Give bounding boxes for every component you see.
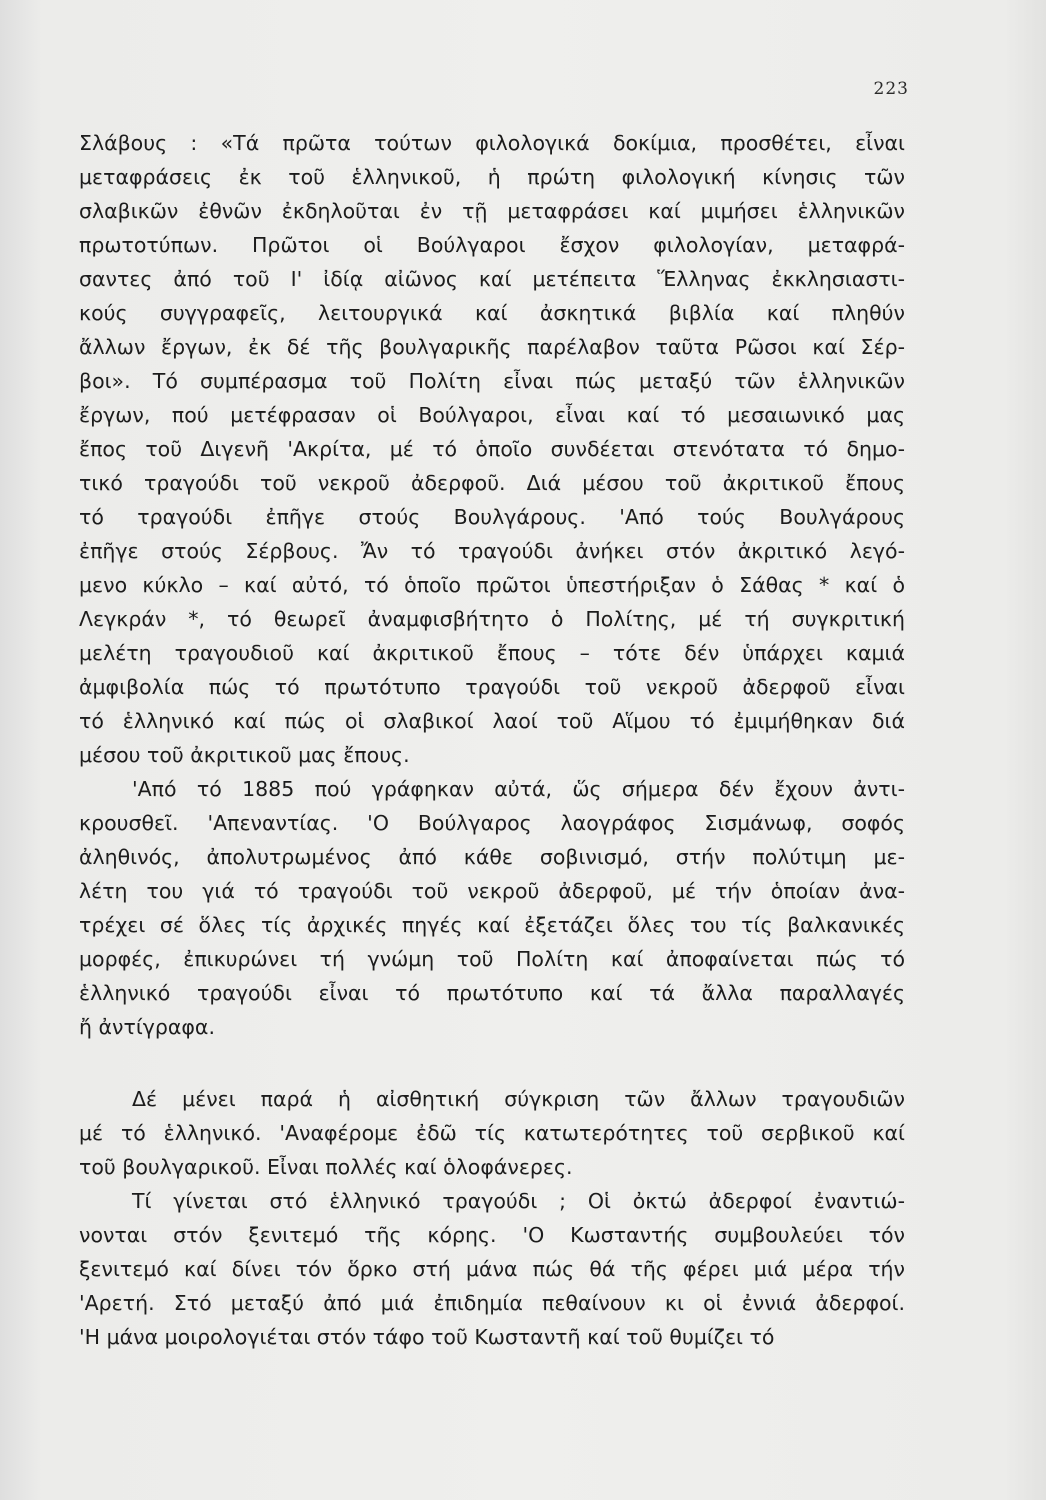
- text-line: τοῦ βουλγαρικοῦ. Εἶναι πολλές καί ὁλοφάνερες.: [79, 1155, 573, 1179]
- text-line: νονται στόν ξενιτεμό τῆς κόρης. 'Ο Κωσταντής συμβουλεύει τόν: [79, 1223, 905, 1247]
- text-line: τρέχει σέ ὅλες τίς ἀρχικές πηγές καί ἐξετάζει ὅλες του τίς βαλκανικές: [79, 913, 905, 937]
- text-line: σαντες ἀπό τοῦ Ι' ἰδίᾳ αἰῶνος καί μετέπειτα Ἕλληνας ἐκκλησιαστι-: [79, 267, 905, 291]
- text-line: ἔπος τοῦ Διγενῆ 'Ακρίτα, μέ τό ὁποῖο συνδέεται στενότατα τό δημο-: [79, 437, 905, 461]
- text-line: λέτη του γιά τό τραγούδι τοῦ νεκροῦ ἀδερφοῦ, μέ τήν ὁποίαν ἀνα-: [79, 879, 905, 903]
- text-line: τό ἑλληνικό καί πώς οἱ σλαβικοί λαοί τοῦ Αἵμου τό ἐμιμήθηκαν διά: [79, 709, 905, 733]
- text-line: 'Από τό 1885 πού γράφηκαν αὐτά, ὥς σήμερα δέν ἔχουν ἀντι-: [132, 777, 905, 801]
- text-line: ἐπῆγε στούς Σέρβους. Ἄν τό τραγούδι ἀνήκει στόν ἀκριτικό λεγό-: [79, 539, 905, 563]
- text-line: τό τραγούδι ἐπῆγε στούς Βουλγάρους. 'Από τούς Βουλγάρους: [79, 505, 905, 529]
- text-line: Τί γίνεται στό ἑλληνικό τραγούδι ; Οἱ ὀκτώ ἀδερφοί ἐναντιώ-: [132, 1189, 905, 1213]
- text-line: ἤ ἀντίγραφα.: [79, 1015, 215, 1039]
- text-line: μέ τό ἑλληνικό. 'Αναφέρομε ἐδῶ τίς κατωτερότητες τοῦ σερβικοῦ καί: [79, 1121, 905, 1145]
- text-line: βοι». Τό συμπέρασμα τοῦ Πολίτη εἶναι πώς μεταξύ τῶν ἑλληνικῶν: [79, 369, 905, 393]
- text-line: μέσου τοῦ ἀκριτικοῦ μας ἔπους.: [79, 743, 410, 767]
- text-line: Σλάβους : «Τά πρῶτα τούτων φιλολογικά δοκίμια, προσθέτει, εἶναι: [79, 131, 905, 155]
- text-line: ἀληθινός, ἀπολυτρωμένος ἀπό κάθε σοβινισμό, στήν πολύτιμη με-: [79, 845, 905, 869]
- text-line: ξενιτεμό καί δίνει τόν ὅρκο στή μάνα πώς θά τῆς φέρει μιά μέρα τήν: [79, 1257, 905, 1281]
- paragraph: [79, 126, 905, 772]
- paragraph: [79, 772, 905, 1044]
- text-line: τικό τραγούδι τοῦ νεκροῦ ἀδερφοῦ. Διά μέσου τοῦ ἀκριτικοῦ ἔπους: [79, 471, 905, 495]
- text-line: κρουσθεῖ. 'Απεναντίας. 'Ο Βούλγαρος λαογράφος Σισμάνωφ, σοφός: [79, 811, 905, 835]
- text-line: μορφές, ἐπικυρώνει τή γνώμη τοῦ Πολίτη καί ἀποφαίνεται πώς τό: [79, 947, 905, 971]
- text-line: Λεγκράν *, τό θεωρεῖ ἀναμφισβήτητο ὁ Πολίτης, μέ τή συγκριτική: [79, 607, 905, 631]
- text-line: 'Αρετή. Στό μεταξύ ἀπό μιά ἐπιδημία πεθαίνουν κι οἱ ἐννιά ἀδερφοί.: [79, 1291, 905, 1315]
- text-line: μεταφράσεις ἐκ τοῦ ἑλληνικοῦ, ἡ πρώτη φιλολογική κίνησις τῶν: [79, 165, 905, 189]
- text-line: πρωτοτύπων. Πρῶτοι οἱ Βούλγαροι ἔσχον φιλολογίαν, μεταφρά-: [79, 233, 905, 257]
- text-line: ἀμφιβολία πώς τό πρωτότυπο τραγούδι τοῦ νεκροῦ ἀδερφοῦ εἶναι: [79, 675, 905, 699]
- page-number: 223: [873, 79, 909, 99]
- text-line: σλαβικῶν ἐθνῶν ἐκδηλοῦται ἐν τῇ μεταφράσει καί μιμήσει ἑλληνικῶν: [79, 199, 905, 223]
- paragraph: [79, 1082, 905, 1184]
- text-line: 'Η μάνα μοιρολογιέται στόν τάφο τοῦ Κωσταντῆ καί τοῦ θυμίζει τό: [79, 1325, 775, 1349]
- text-line: ἑλληνικό τραγούδι εἶναι τό πρωτότυπο καί τά ἄλλα παραλλαγές: [79, 981, 905, 1005]
- text-line: μενο κύκλο – καί αὐτό, τό ὁποῖο πρῶτοι ὑπεστήριξαν ὁ Σάθας * καί ὁ: [79, 573, 905, 597]
- body-text: [79, 126, 905, 1354]
- paragraph: [79, 1184, 905, 1354]
- text-line: ἄλλων ἔργων, ἐκ δέ τῆς βουλγαρικῆς παρέλαβον ταῦτα Ρῶσοι καί Σέρ-: [79, 335, 905, 359]
- text-line: Δέ μένει παρά ἡ αἰσθητική σύγκριση τῶν ἄλλων τραγουδιῶν: [132, 1087, 905, 1111]
- text-line: ἔργων, πού μετέφρασαν οἱ Βούλγαροι, εἶναι καί τό μεσαιωνικό μας: [79, 403, 905, 427]
- text-line: κούς συγγραφεῖς, λειτουργικά καί ἀσκητικά βιβλία καί πληθύν: [79, 301, 905, 325]
- text-line: μελέτη τραγουδιοῦ καί ἀκριτικοῦ ἔπους – τότε δέν ὑπάρχει καμιά: [79, 641, 905, 665]
